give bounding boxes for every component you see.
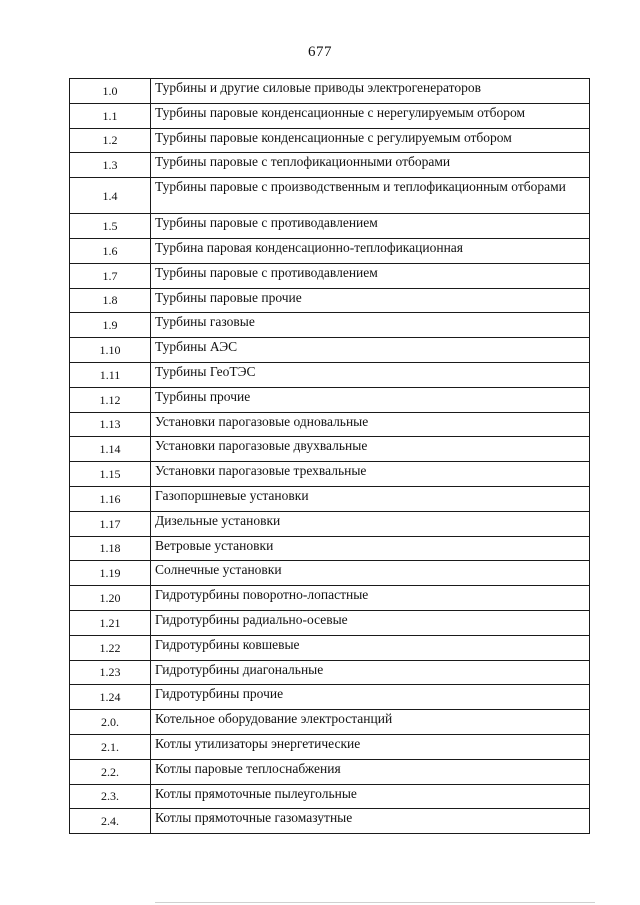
row-name-cell: Солнечные установки [151,561,590,586]
row-code-cell: 1.15 [70,462,151,487]
row-name-cell: Ветровые установки [151,536,590,561]
page-number: 677 [308,44,332,60]
row-code-cell: 1.16 [70,486,151,511]
row-name-cell: Установки парогазовые одновальные [151,412,590,437]
table-row [70,586,590,611]
row-code-cell: 1.3 [70,153,151,178]
row-name-cell: Турбины паровые прочие [151,288,590,313]
row-code-cell: 1.7 [70,263,151,288]
row-name-cell: Турбины паровые с теплофикационными отборами [151,153,590,178]
row-name-cell: Гидротурбины радиально-осевые [151,610,590,635]
table-row [70,103,590,128]
row-code-cell: 1.12 [70,387,151,412]
row-code-cell: 1.23 [70,660,151,685]
table-row [70,660,590,685]
table-row [70,511,590,536]
table-row [70,809,590,834]
table-row [70,610,590,635]
row-name-cell: Котлы прямоточные газомазутные [151,809,590,834]
table-row [70,710,590,735]
row-code-cell: 2.2. [70,759,151,784]
table-body [70,79,590,834]
row-code-cell: 1.21 [70,610,151,635]
table-row [70,685,590,710]
row-code-cell: 1.13 [70,412,151,437]
row-code-cell: 1.24 [70,685,151,710]
row-code-cell: 1.4 [70,178,151,214]
row-name-cell: Турбины паровые с противодавлением [151,263,590,288]
table-row [70,263,590,288]
table-row [70,128,590,153]
table-row [70,313,590,338]
table-row [70,759,590,784]
row-code-cell: 2.1. [70,734,151,759]
table-row [70,462,590,487]
row-name-cell: Турбины прочие [151,387,590,412]
table-row [70,214,590,239]
row-code-cell: 1.20 [70,586,151,611]
row-name-cell: Турбины паровые с противодавлением [151,214,590,239]
row-code-cell: 1.14 [70,437,151,462]
row-name-cell: Гидротурбины поворотно-лопастные [151,586,590,611]
equipment-code-table-container [69,78,590,834]
row-code-cell: 1.18 [70,536,151,561]
table-row [70,178,590,214]
row-code-cell: 1.17 [70,511,151,536]
table-row [70,288,590,313]
table-row [70,437,590,462]
table-row [70,338,590,363]
table-row [70,79,590,104]
row-name-cell: Турбина паровая конденсационно-теплофикационная [151,238,590,263]
row-code-cell: 1.19 [70,561,151,586]
row-code-cell: 2.3. [70,784,151,809]
row-code-cell: 1.8 [70,288,151,313]
row-code-cell: 1.5 [70,214,151,239]
row-name-cell: Турбины паровые конденсационные с регулируемым отбором [151,128,590,153]
table-row [70,486,590,511]
row-name-cell: Турбины ГеоТЭС [151,362,590,387]
table-row [70,784,590,809]
row-name-cell: Гидротурбины ковшевые [151,635,590,660]
row-name-cell: Гидротурбины прочие [151,685,590,710]
row-code-cell: 1.2 [70,128,151,153]
row-name-cell: Газопоршневые установки [151,486,590,511]
equipment-code-table [69,78,590,834]
table-row [70,387,590,412]
row-name-cell: Установки парогазовые трехвальные [151,462,590,487]
table-row [70,412,590,437]
table-row [70,153,590,178]
table-row [70,536,590,561]
row-name-cell: Дизельные установки [151,511,590,536]
row-code-cell: 1.11 [70,362,151,387]
table-row [70,362,590,387]
table-row [70,734,590,759]
bottom-scan-line [155,902,595,903]
row-code-cell: 1.10 [70,338,151,363]
row-code-cell: 1.22 [70,635,151,660]
row-name-cell: Турбины газовые [151,313,590,338]
row-name-cell: Турбины АЭС [151,338,590,363]
row-name-cell: Турбины паровые конденсационные с нерегулируемым отбором [151,103,590,128]
row-name-cell: Котлы утилизаторы энергетические [151,734,590,759]
row-code-cell: 2.0. [70,710,151,735]
row-name-cell: Турбины паровые с производственным и теплофикационным отборами [151,178,590,214]
row-code-cell: 1.9 [70,313,151,338]
row-name-cell: Турбины и другие силовые приводы электрогенераторов [151,79,590,104]
table-row [70,561,590,586]
table-row [70,238,590,263]
row-code-cell: 1.1 [70,103,151,128]
row-name-cell: Котлы прямоточные пылеугольные [151,784,590,809]
table-row [70,635,590,660]
row-code-cell: 1.6 [70,238,151,263]
row-code-cell: 1.0 [70,79,151,104]
row-name-cell: Гидротурбины диагональные [151,660,590,685]
row-name-cell: Котлы паровые теплоснабжения [151,759,590,784]
row-name-cell: Котельное оборудование электростанций [151,710,590,735]
row-code-cell: 2.4. [70,809,151,834]
row-name-cell: Установки парогазовые двухвальные [151,437,590,462]
